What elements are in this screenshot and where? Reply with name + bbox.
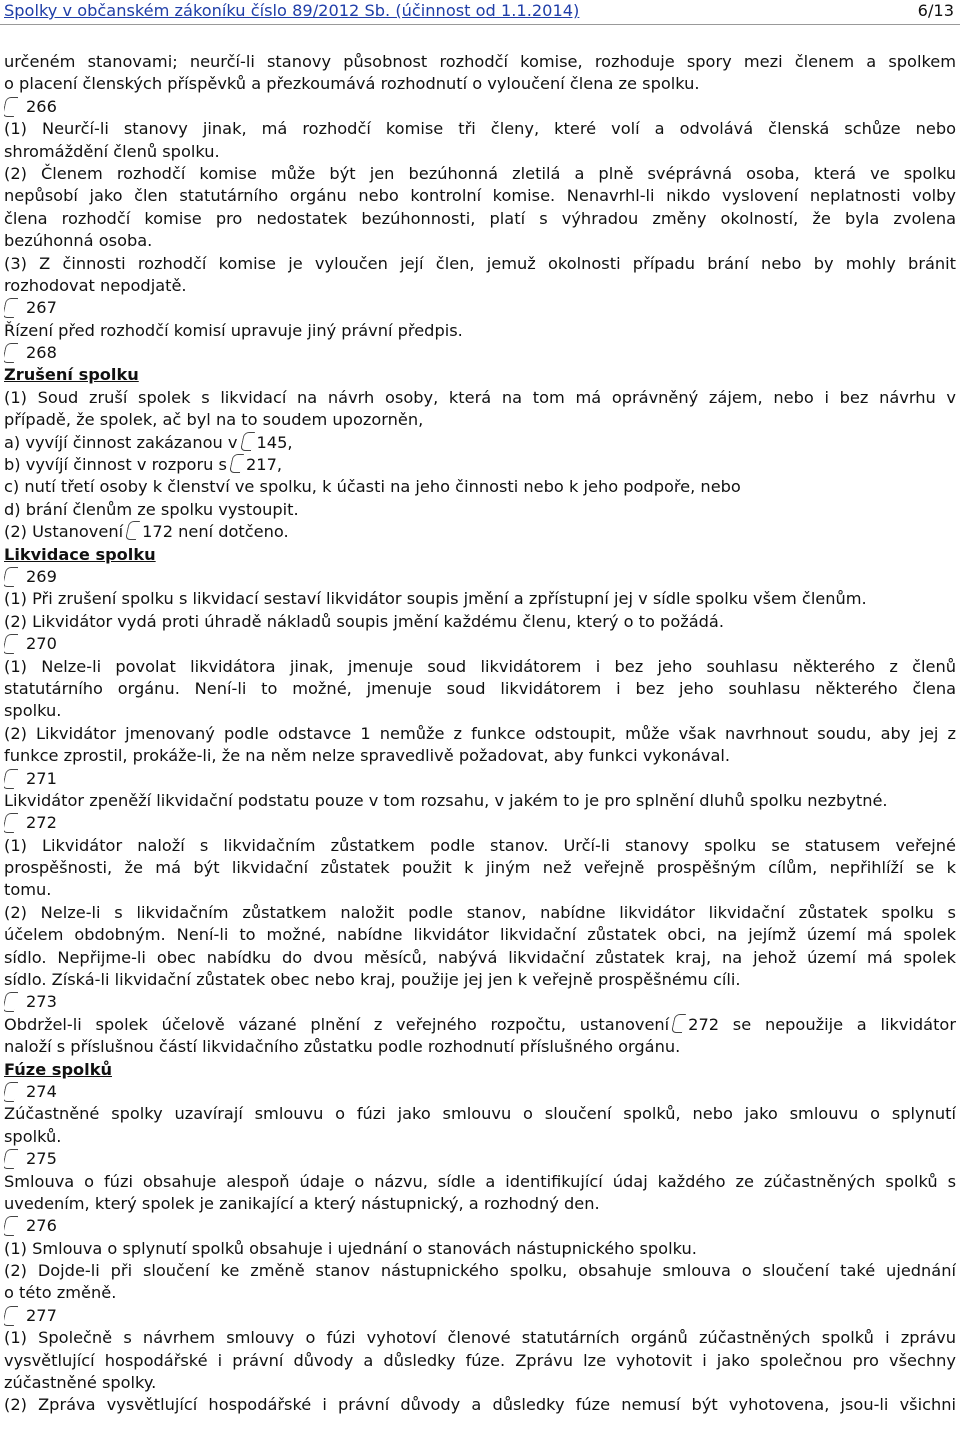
text-segment: 145, — [256, 432, 293, 452]
document-body — [0, 25, 960, 1417]
text-line: (1) Smlouva o splynutí spolků obsahuje i ujednání o stanovách nástupnického spolku. — [4, 1238, 697, 1258]
text-line: určeném stanovami; neurčí-li stanovy působnost rozhodčí komise, rozhoduje spory mezi členem a spolkem — [4, 52, 956, 71]
text-line: shromáždění členů spolku. — [4, 141, 220, 161]
text-line: (2) Nelze-li s likvidačním zůstatkem naložit podle stanov, nabídne likvidátor likvidační zůstatek spolku s — [4, 902, 956, 922]
text-line: člena rozhodčí komise pro nedostatek bezúhonnosti, platí s výhradou změny okolností, že byla zvolena — [4, 208, 956, 228]
section-number — [4, 812, 956, 834]
text-line: Smlouva o fúzi obsahuje alespoň údaje o názvu, sídle a identifikující údaj každého ze zúčastněných spolků s — [4, 1171, 956, 1191]
section-number — [4, 96, 956, 118]
text-line-with-reference — [4, 1014, 956, 1036]
section-number — [4, 1215, 956, 1237]
text-line: (1) Likvidátor naloží s likvidačním zůstatkem podle stanov. Určí-li stanovy spolku se statusem veřejné — [4, 835, 956, 855]
section-number — [4, 991, 956, 1013]
text-line: zúčastněné spolky. — [4, 1373, 157, 1393]
text-line: spolků. — [4, 1126, 62, 1146]
text-line: sídlo. Nepřijme-li obec nabídku do dvou měsíců, nabývá likvidační zůstatek kraj, na jehož území má spolek — [4, 947, 956, 967]
document-title-link[interactable]: Spolky v občanském zákoníku číslo 89/2012 Sb. (účinnost od 1.1.2014) — [4, 1, 580, 20]
section-number — [4, 297, 956, 319]
text-line-with-reference — [4, 521, 956, 543]
section-heading — [4, 364, 956, 386]
text-line: tomu. — [4, 880, 52, 900]
section-sign-icon — [229, 454, 244, 473]
text-line: bezúhonná osoba. — [4, 231, 153, 251]
text-line: Likvidátor zpeněží likvidační podstatu pouze v tom rozsahu, v jakém to je pro splnění dluhů spolku nezbytné. — [4, 790, 888, 810]
section-sign-icon: 270 — [4, 633, 57, 655]
text-line: vysvětlující hospodářské i právní důvody a důsledky fúze. Zprávu lze vyhotovit i jako společnou pro všechny — [4, 1350, 956, 1370]
section-sign-icon: 275 — [4, 1148, 57, 1170]
section-sign-icon: 274 — [4, 1081, 57, 1103]
text-line: nepůsobí jako člen statutárního orgánu nebo kontrolní komise. Nenavrhl-li nikdo vyslovení neplatnosti volby — [4, 186, 956, 206]
text-segment: 272 se nepoužije a likvidátor — [688, 1014, 956, 1034]
text-line: funkce zprostil, prokáže-li, že na něm nelze spravedlivě požadovat, aby funkci vykonával. — [4, 746, 731, 766]
text-line: c) nutí třetí osoby k členství ve spolku, k účasti na jeho činnosti nebo k jeho podpoře, nebo — [4, 477, 741, 497]
text-line: (3) Z činnosti rozhodčí komise je vyloučen její člen, jemuž okolnosti případu brání nebo by mohly bránit — [4, 253, 956, 273]
text-line: d) brání členům ze spolku vystoupit. — [4, 499, 299, 519]
section-number — [4, 768, 956, 790]
section-sign-icon: 269 — [4, 566, 57, 588]
text-line-with-reference — [4, 454, 956, 476]
text-line: Řízení před rozhodčí komisí upravuje jiný právní předpis. — [4, 320, 463, 340]
heading-text: Likvidace spolku — [4, 544, 156, 564]
text-segment: 217, — [245, 455, 283, 475]
section-number — [4, 633, 956, 655]
text-segment: b) vyvíjí činnost v rozporu s — [4, 455, 227, 475]
text-line: (1) Při zrušení spolku s likvidací sestaví likvidátor soupis jmění a zpřístupní jej v sídle spolku všem členům. — [4, 589, 867, 609]
section-sign-icon: 266 — [4, 96, 57, 118]
section-sign-icon: 268 — [4, 342, 57, 364]
section-sign-icon — [239, 432, 254, 451]
heading-text: Fúze spolků — [4, 1059, 112, 1079]
text-line: uvedením, který spolek je zanikající a který nástupnický, a rozhodný den. — [4, 1193, 600, 1213]
text-line: (2) Členem rozhodčí komise může být jen bezúhonná zletilá a plně svéprávná osoba, která ve spolku — [4, 163, 956, 183]
text-line: (2) Likvidátor vydá proti úhradě nákladů soupis jmění každému členu, který o to požádá. — [4, 611, 724, 631]
section-sign-icon — [125, 521, 140, 540]
text-line: (2) Likvidátor jmenovaný podle odstavce 1 nemůže z funkce odstoupit, může však navrhnout soudu, aby jej z — [4, 723, 956, 743]
section-number — [4, 1148, 956, 1170]
text-segment: 172 není dotčeno. — [142, 522, 289, 542]
section-sign-icon: 276 — [4, 1215, 57, 1237]
section-sign-icon: 271 — [4, 768, 57, 790]
text-line: (1) Nelze-li povolat likvidátora jinak, jmenuje soud likvidátorem i bez jeho souhlasu některého z členů — [4, 656, 956, 676]
text-line: (1) Neurčí-li stanovy jinak, má rozhodčí komise tři členy, které volí a odvolává členská schůze nebo — [4, 119, 956, 139]
text-line: o této změně. — [4, 1283, 117, 1303]
text-line: naloží s příslušnou částí likvidačního zůstatku podle rozhodnutí příslušného orgánu. — [4, 1037, 681, 1057]
section-sign-icon: 272 — [4, 812, 57, 834]
text-line: sídlo. Získá-li likvidační zůstatek obec nebo kraj, použije jej jen k veřejně prospěšnému cíli. — [4, 970, 741, 990]
section-heading — [4, 544, 956, 566]
section-number — [4, 1081, 956, 1103]
text-segment: (2) Ustanovení — [4, 522, 124, 542]
section-sign-icon: 267 — [4, 297, 57, 319]
text-line: (2) Zpráva vysvětlující hospodářské i právní důvody a důsledky fúze nemusí být vyhotovena, jsou-li všichni — [4, 1395, 956, 1415]
section-sign-icon: 273 — [4, 991, 57, 1013]
page-number: 6/13 — [917, 1, 954, 20]
section-number — [4, 566, 956, 588]
text-line-with-reference — [4, 432, 956, 454]
text-line: (1) Společně s návrhem smlouvy o fúzi vyhotoví členové statutárních orgánů zúčastněných spolků i zprávu — [4, 1328, 956, 1348]
text-line: (1) Soud zruší spolek s likvidací na návrh osoby, která na tom má oprávněný zájem, nebo i bez návrhu v — [4, 387, 956, 407]
text-segment: Obdržel-li spolek účelově vázané plnění z veřejného rozpočtu, ustanovení — [4, 1014, 670, 1034]
section-number — [4, 342, 956, 364]
heading-text: Zrušení spolku — [4, 365, 139, 385]
page-header — [0, 0, 960, 25]
section-heading — [4, 1059, 956, 1081]
section-sign-icon — [671, 1014, 686, 1033]
text-line: statutárního orgánu. Není-li to možné, jmenuje soud likvidátorem i bez jeho souhlasu některého člena — [4, 678, 956, 698]
text-line: spolku. — [4, 701, 62, 721]
text-line: o placení členských příspěvků a přezkoumává rozhodnutí o vyloučení člena ze spolku. — [4, 74, 700, 94]
text-segment: a) vyvíjí činnost zakázanou v — [4, 432, 238, 452]
text-line: Zúčastněné spolky uzavírají smlouvu o fúzi jako smlouvu o sloučení spolků, nebo jako smlouvu o splynutí — [4, 1104, 956, 1124]
section-number — [4, 1305, 956, 1327]
text-line: prospěšnosti, že má být likvidační zůstatek použit k jiným než veřejně prospěšným cílům, nepřihlíží se k — [4, 858, 956, 878]
text-line: rozhodovat nepodjatě. — [4, 275, 187, 295]
text-line: (2) Dojde-li při sloučení ke změně stanov nástupnického spolku, obsahuje smlouva o sloučení také ujednání — [4, 1261, 956, 1281]
text-line: účelem obdobným. Není-li to možné, nabídne likvidátor likvidační zůstatek obci, na jejímž území má spolek — [4, 925, 956, 945]
text-line: případě, že spolek, ač byl na to soudem upozorněn, — [4, 410, 424, 430]
section-sign-icon: 277 — [4, 1305, 57, 1327]
